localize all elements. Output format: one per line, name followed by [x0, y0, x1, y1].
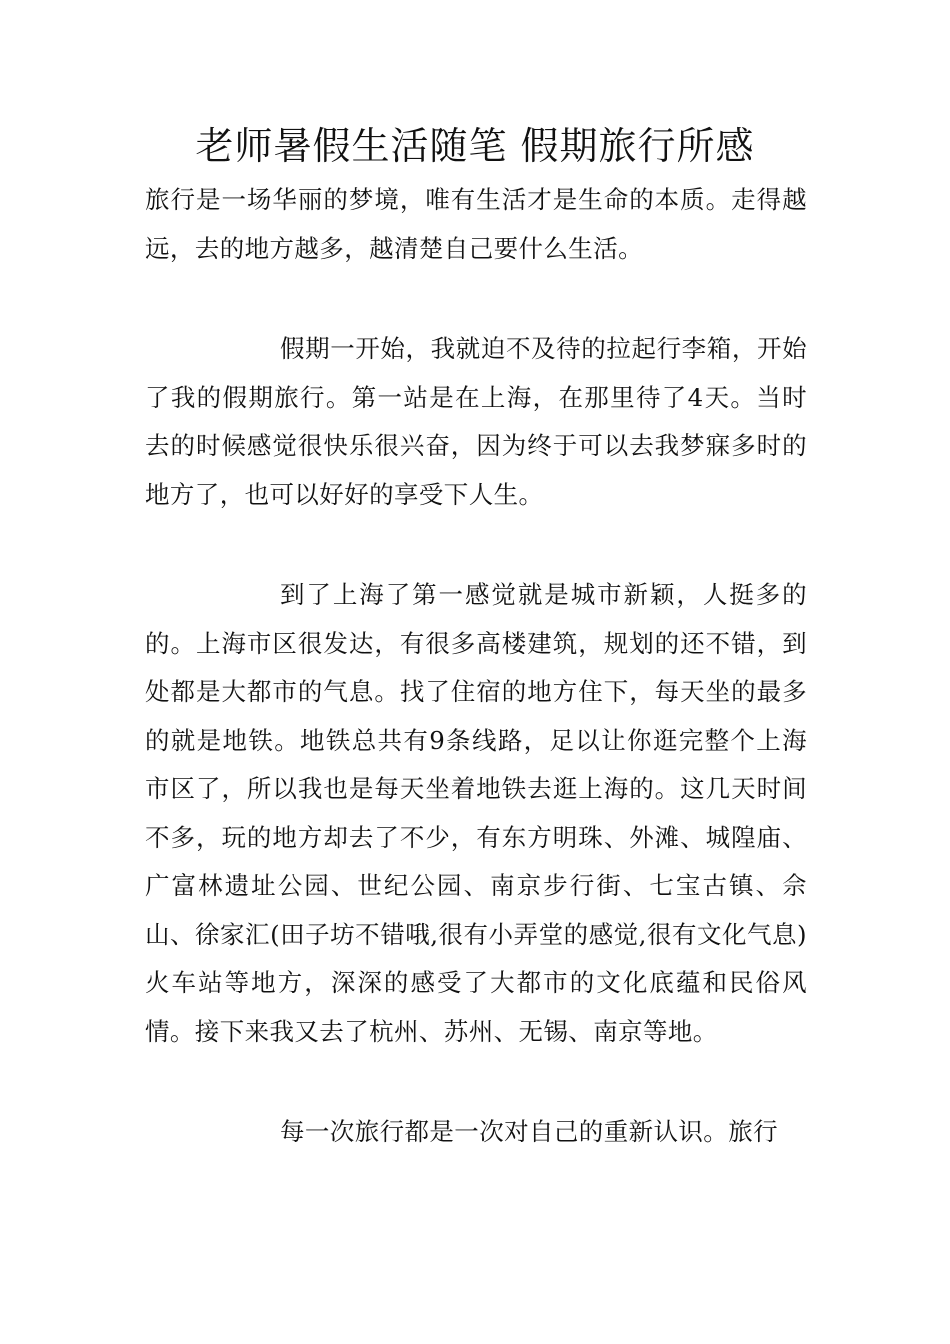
document-body: [145, 176, 807, 1209]
document-title: 老师暑假生活随笔 假期旅行所感: [195, 124, 755, 168]
paragraph-shanghai: 到了上海了第一感觉就是城市新颖，人挺多的的。上海市区很发达，有很多高楼建筑，规划的还不错，到处都是大都市的气息。找了住宿的地方住下，每天坐的最多的就是地铁。地铁总共有9条线路，足以让你逛完整个上海市区了，所以我也是每天坐着地铁去逛上海的。这几天时间不多，玩的地方却去了不少，有东方明珠、外滩、城隍庙、广富林遗址公园、世纪公园、南京步行街、七宝古镇、佘山、徐家汇(田子坊不错哦,很有小弄堂的感觉,很有文化气息)火车站等地方，深深的感受了大都市的文化底蕴和民俗风情。接下来我又去了杭州、苏州、无锡、南京等地。: [145, 580, 807, 1046]
paragraph-reflection: 每一次旅行都是一次对自己的重新认识。旅行: [280, 1117, 778, 1146]
paragraph-vacation-start: 假期一开始，我就迫不及待的拉起行李箱，开始了我的假期旅行。第一站是在上海，在那里待了4天。当时去的时候感觉很快乐很兴奋，因为终于可以去我梦寐多时的地方了，也可以好好的享受下人生。: [145, 334, 807, 509]
paragraph-intro: 旅行是一场华丽的梦境，唯有生活才是生命的本质。走得越远，去的地方越多，越清楚自己要什么生活。: [145, 185, 807, 263]
